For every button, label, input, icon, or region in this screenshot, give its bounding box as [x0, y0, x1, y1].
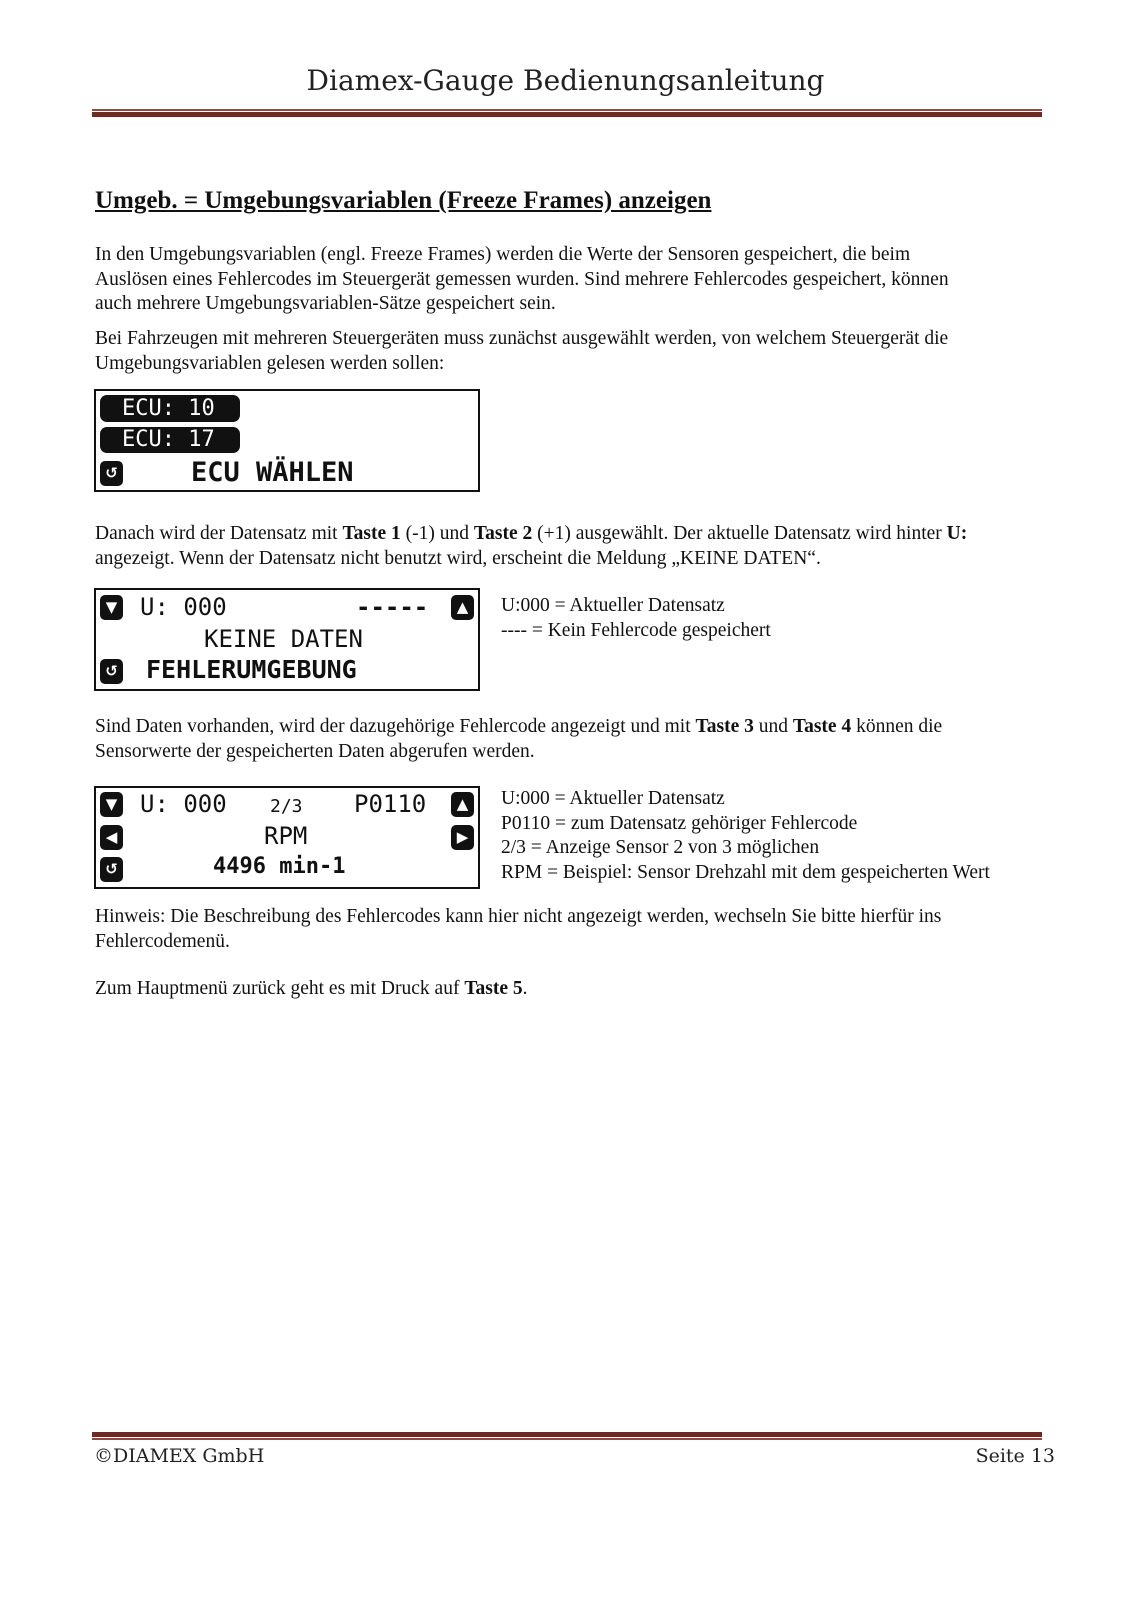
legend-line: P0110 = zum Datensatz gehöriger Fehlercode	[501, 812, 858, 834]
text-line: Fehlercodemenü.	[95, 930, 230, 952]
record-label: U: 000	[140, 593, 227, 621]
sensor-index: 2/3	[270, 796, 303, 817]
record-label: U: 000	[140, 790, 227, 818]
right-arrow-key-icon: ▶	[451, 825, 474, 850]
ecu-screen-title: ECU WÄHLEN	[191, 457, 354, 488]
hint-paragraph	[95, 905, 1040, 954]
text-line: Sind Daten vorhanden, wird der dazugehörige Fehlercode angezeigt und mit Taste 3 und Taste 4 können die	[95, 716, 943, 737]
down-arrow-key-icon: ▼	[100, 792, 123, 817]
text-line: Bei Fahrzeugen mit mehreren Steuergeräten muss zunächst ausgewählt werden, von welchem Steuergerät die	[95, 328, 949, 349]
ecu-item-2: ECU: 17	[100, 427, 240, 453]
legend-line: U:000 = Aktueller Datensatz	[501, 595, 725, 616]
header-rule-thick	[92, 112, 1042, 117]
text-line: angezeigt. Wenn der Datensatz nicht benutzt wird, erscheint die Meldung „KEINE DATEN“.	[95, 547, 821, 569]
text-line: Sensorwerte der gespeicherten Daten abgerufen werden.	[95, 740, 535, 762]
lcd-ecu-select-screen	[94, 389, 480, 492]
text-line: auch mehrere Umgebungsvariablen-Sätze gespeichert sein.	[95, 293, 556, 314]
data-legend	[501, 787, 990, 885]
no-data-legend	[501, 594, 771, 643]
ecu-item-1: ECU: 10	[100, 395, 240, 422]
back-paragraph	[95, 977, 1040, 1002]
legend-line: 2/3 = Anzeige Sensor 2 von 3 möglichen	[501, 837, 820, 858]
data-present-paragraph	[95, 715, 1040, 764]
back-key-icon: ↺	[100, 461, 123, 486]
lcd-data-screen	[94, 786, 480, 889]
text-line: In den Umgebungsvariablen (engl. Freeze Frames) werden die Werte der Sensoren gespeichert, die beim	[95, 244, 911, 265]
legend-line: U:000 = Aktueller Datensatz	[501, 788, 725, 809]
fault-code-placeholder: -----	[356, 593, 429, 621]
back-key-icon: ↺	[100, 659, 123, 684]
fault-code: P0110	[354, 790, 427, 818]
up-arrow-key-icon: ▲	[451, 792, 474, 817]
up-arrow-key-icon: ▲	[451, 595, 474, 620]
back-key-icon: ↺	[100, 857, 123, 882]
fault-env-title: FEHLERUMGEBUNG	[146, 655, 357, 684]
footer-copyright: ©DIAMEX GmbH	[94, 1445, 265, 1467]
header-rule-thin	[92, 109, 1042, 111]
footer-rule-thick	[92, 1432, 1042, 1437]
intro-paragraph	[95, 243, 1040, 317]
text-line: Auslösen eines Fehlercodes im Steuergerät gemessen wurden. Sind mehrere Fehlercodes gespeichert, können	[95, 268, 949, 290]
text-line: Danach wird der Datensatz mit Taste 1 (-1) und Taste 2 (+1) ausgewählt. Der aktuelle Datensatz wird hinter U:	[95, 523, 968, 544]
text-line: Umgebungsvariablen gelesen werden sollen:	[95, 352, 445, 374]
legend-line: ---- = Kein Fehlercode gespeichert	[501, 619, 771, 641]
header-title: Diamex-Gauge Bedienungsanleitung	[306, 64, 825, 97]
sensor-name: RPM	[264, 822, 308, 850]
no-data-message: KEINE DATEN	[204, 625, 363, 653]
footer-rule-thin	[92, 1438, 1042, 1440]
left-arrow-key-icon: ◀	[100, 825, 123, 850]
ecu-select-paragraph	[95, 327, 1040, 376]
lcd-no-data-screen	[94, 588, 480, 691]
text-line: Hinweis: Die Beschreibung des Fehlercodes kann hier nicht angezeigt werden, wechseln Sie bitte hierfür ins	[95, 906, 942, 927]
legend-line: RPM = Beispiel: Sensor Drehzahl mit dem gespeicherten Wert	[501, 861, 990, 883]
text-line: Zum Hauptmenü zurück geht es mit Druck auf Taste 5.	[95, 978, 528, 999]
section-heading: Umgeb. = Umgebungsvariablen (Freeze Frames) anzeigen	[95, 187, 712, 214]
footer-page-number: Seite 13	[975, 1445, 1055, 1467]
dataset-paragraph	[95, 522, 1040, 571]
sensor-value: 4496 min-1	[213, 854, 346, 879]
down-arrow-key-icon: ▼	[100, 595, 123, 620]
